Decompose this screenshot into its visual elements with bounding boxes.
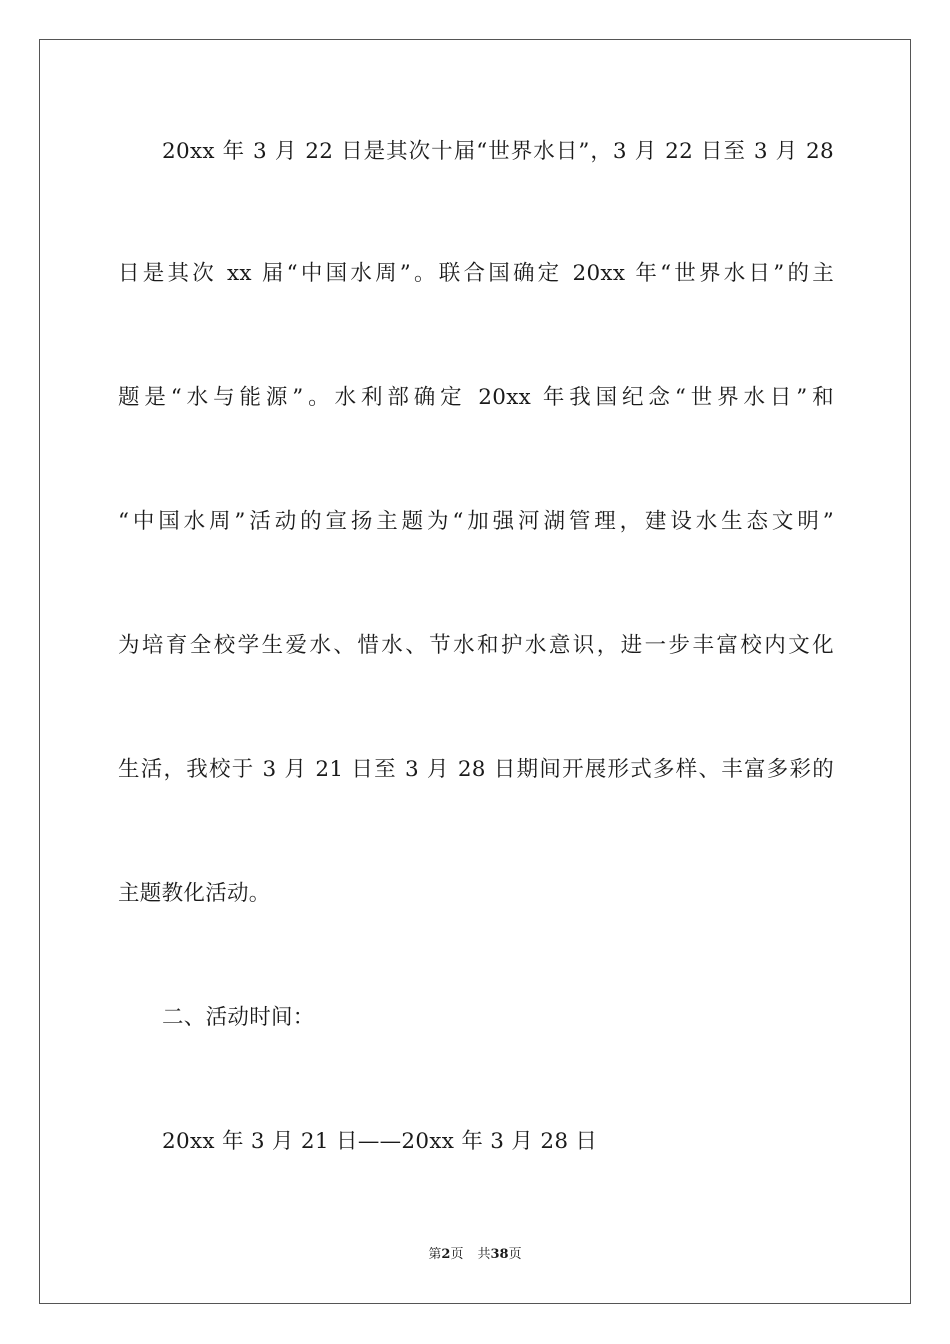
section-heading: 二、活动时间： [162,1005,315,1030]
page-footer [0,1246,950,1264]
paragraph-line-4: “中国水周”活动的宣扬主题为“加强河湖管理，建设水生态文明” [118,509,834,534]
paragraph-line-3: 题是“水与能源”。水利部确定 20xx 年我国纪念“世界水日”和 [118,385,834,410]
total-suffix: 页 [508,1247,522,1262]
paragraph-line-2: 日是其次 xx 届“中国水周”。联合国确定 20xx 年“世界水日”的主 [118,261,834,286]
page-prefix: 第 [428,1247,442,1262]
paragraph-line-1: 20xx 年 3 月 22 日是其次十届“世界水日”，3 月 22 日至 3 月 28 [162,139,834,164]
page-suffix: 页 [450,1247,464,1262]
paragraph-line-5: 为培育全校学生爱水、惜水、节水和护水意识，进一步丰富校内文化 [118,633,834,658]
total-prefix: 共 [477,1247,491,1262]
date-range: 20xx 年 3 月 21 日——20xx 年 3 月 28 日 [162,1129,598,1154]
paragraph-line-6: 生活，我校于 3 月 21 日至 3 月 28 日期间开展形式多样、丰富多彩的 [118,757,834,782]
page-number: 2 [441,1247,451,1262]
paragraph-line-7: 主题教化活动。 [118,881,271,906]
page-border [39,39,911,1304]
total-pages: 38 [490,1247,509,1262]
